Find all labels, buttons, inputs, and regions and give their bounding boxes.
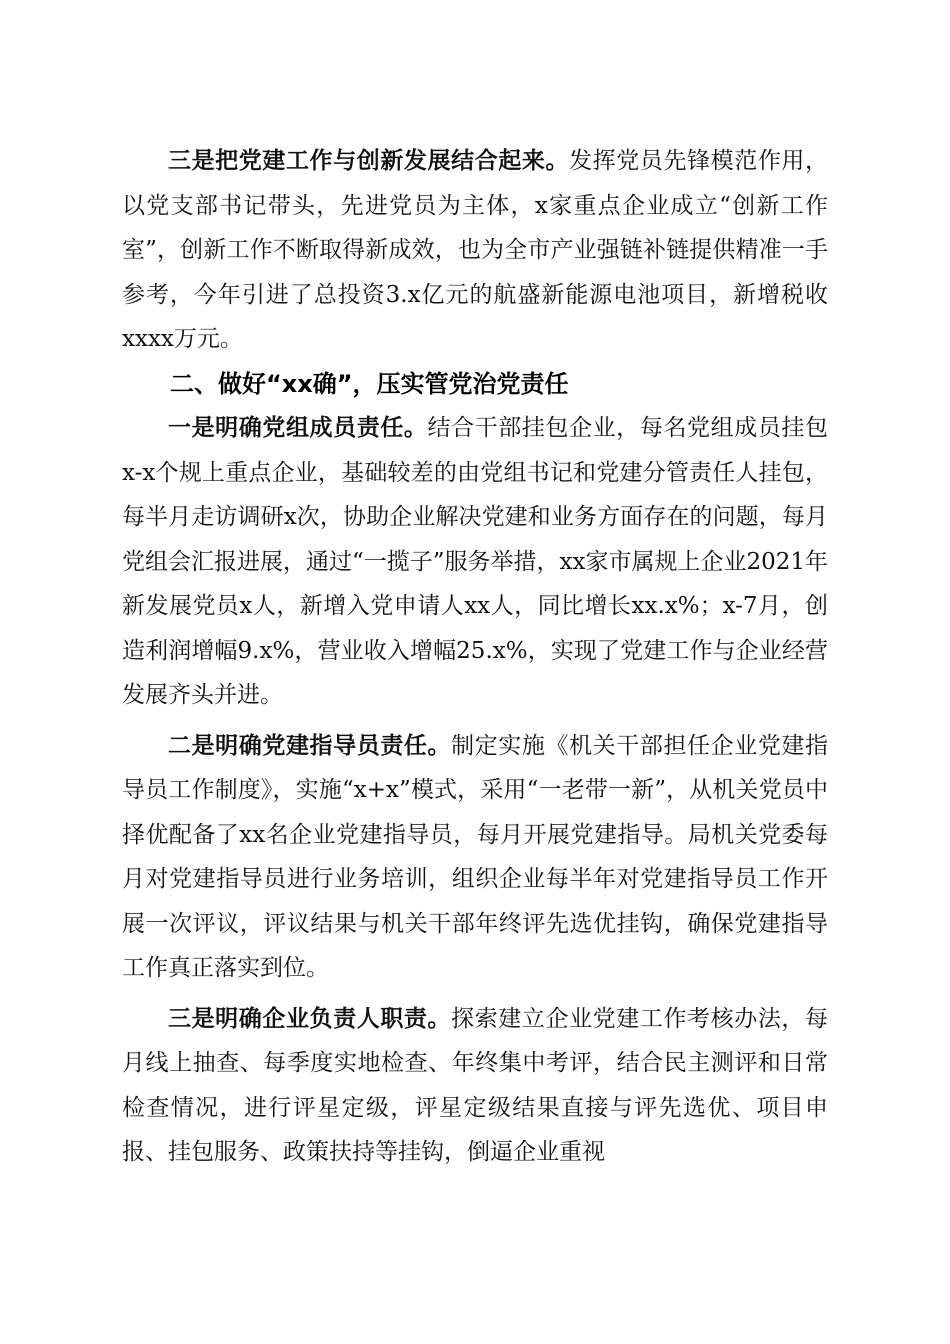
paragraph-body: 制定实施《机关干部担任企业党建指导员工作制度》，实施“x+x”模式，采用“一老带一新”，从机关党员中择优配备了xx名企业党建指导员，每月开展党建指导。局机关党委每月对党建指导员进行业务培训，组织企业每半年对党建指导员工作开展一次评议，评议结果与机关干部年终评先选优挂钩，确保党建指导工作真正落实到位。 <box>122 732 829 981</box>
paragraph-lead: 三是把党建工作与创新发展结合起来。 <box>168 148 570 174</box>
paragraph-party-group-responsibility <box>122 406 828 718</box>
paragraph-enterprise-responsibility <box>122 997 828 1175</box>
paragraph-lead: 一是明确党组成员责任。 <box>168 415 428 441</box>
paragraph-lead: 三是明确企业负责人职责。 <box>168 1005 452 1032</box>
paragraph-instructor-responsibility <box>122 724 828 991</box>
paragraph-body: 发挥党员先锋模范作用，以党支部书记带头，先进党员为主体，x家重点企业成立“创新工作室”，创新工作不断取得新成效，也为全市产业强链补链提供精准一手参考，今年引进了总投资3.x亿元的航盛新能源电池项目，新增税收xxxx万元。 <box>122 148 829 352</box>
paragraph-innovation <box>122 139 828 362</box>
paragraph-lead: 二是明确党建指导员责任。 <box>168 732 452 759</box>
section-heading: 二、做好“xx确”，压实管党治党责任 <box>170 369 569 398</box>
paragraph-body: 探索建立企业党建工作考核办法，每月线上抽查、每季度实地检查、年终集中考评，结合民主测评和日常检查情况，进行评星定级，评星定级结果直接与评先选优、项目申报、挂包服务、政策扶持等挂钩，倒逼企业重视 <box>122 1005 829 1165</box>
paragraph-body: 结合干部挂包企业，每名党组成员挂包x-x个规上重点企业，基础较差的由党组书记和党建分管责任人挂包，每半月走访调研x次，协助企业解决党建和业务方面存在的问题，每月党组会汇报进展，通过“一揽子”服务举措，xx家市属规上企业2021年新发展党员x人，新增入党申请人xx人，同比增长xx.x%；x-7月，创造利润增幅9.x%，营业收入增幅25.x%，实现了党建工作与企业经营发展齐头并进。 <box>122 415 829 708</box>
document-body <box>122 139 828 1175</box>
